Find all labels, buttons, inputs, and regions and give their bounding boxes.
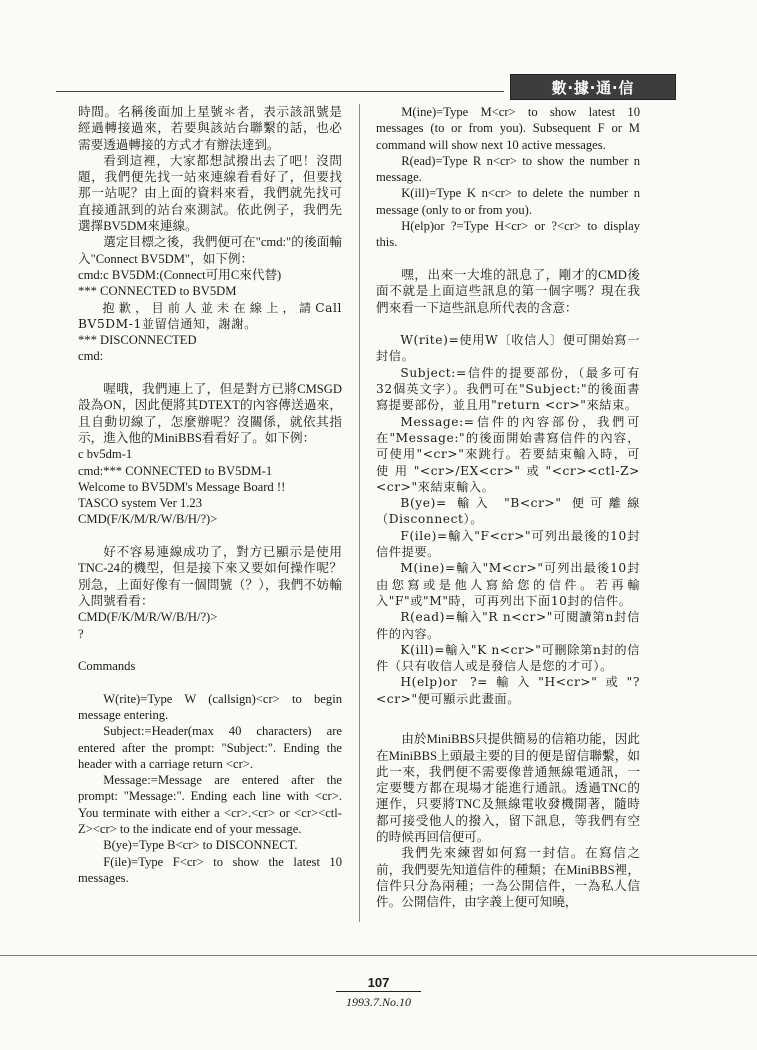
issue-label: 1993.7.No.10: [345, 995, 411, 1009]
command-explanation: W(rite)=使用W〔收信人〕便可開始寫一封信。: [376, 333, 640, 364]
command-description: W(rite)=Type W (callsign)<cr> to begin message entering.: [78, 691, 342, 722]
code-line: CMD(F/K/M/R/W/B/H/?)>: [78, 610, 218, 625]
paragraph: 抱歉，目前人並未在線上，請Call BV5DM-1並留信通知，謝謝。: [78, 300, 342, 331]
command-description: K(ill)=Type K n<cr> to delete the number n message (only to or from you).: [376, 186, 640, 217]
paragraph: 嘿，出來一大堆的訊息了，剛才的CMD後面不就是上面這些訊息的第一個字嗎？現在我們來看一下這些訊息所代表的含意：: [376, 267, 640, 315]
code-line: cmd:: [78, 349, 104, 364]
command-explanation: M(ine)=輸入"M<cr>"可列出最後10封由您寫或是他人寫給您的信件。若再輸入"F"或"M"時，可再列出下面10封的信件。: [376, 561, 640, 608]
command-explanation: R(ead)=輸入"R n<cr>"可閱讀第n封信件的內容。: [376, 610, 640, 641]
section-tag: 數‧據‧通‧信: [510, 74, 676, 100]
command-explanation: K(ill)=輸入"K n<cr>"可刪除第n封的信件（只有收信人或是發信人是您的才可）。: [376, 642, 640, 674]
paragraph: 看到這裡，大家都想試撥出去了吧！沒問題，我們便先找一站來連線看看好了，但要找那一站呢？由上面的資料來看，我們就先找可直接通訊到的站台來測試。依此例子，我們先選擇BV5DM來連線。: [78, 153, 342, 234]
command-explanation: F(ile)=輸入"F<cr>"可列出最後的10封信件提要。: [376, 528, 640, 560]
command-description: R(ead)=Type R n<cr> to show the number n message.: [376, 153, 640, 185]
command-description: Message:=Message are entered after the prompt: "Message:". Ending each line with <cr>. You terminate with either a <cr>.<cr> or <cr><ctl-Z><cr> to the indicate end of your message.: [78, 773, 342, 837]
paragraph: 時間。名稱後面加上星號＊者，表示該訊號是經過轉接過來，若要與該站台聯繫的話，也必需要透過轉接的方式才有辦法達到。: [78, 105, 342, 152]
code-line: cmd:*** CONNECTED to BV5DM-1: [78, 463, 273, 478]
code-line: CMD(F/K/M/R/W/B/H/?)>: [78, 512, 218, 527]
command-description: H(elp)or ?=Type H<cr> or ?<cr> to display this.: [376, 219, 640, 250]
command-explanation: H(elp)or ?=輸入"H<cr>"或"?<cr>"便可顯示此畫面。: [376, 675, 640, 706]
code-line: Welcome to BV5DM's Message Board !!: [78, 479, 286, 494]
paragraph: 我們先來練習如何寫一封信。在寫信之前，我們要先知道信件的種類；在MiniBBS裡，信件只分為兩種；一為公開信件，一為私人信件。公開信件，由字義上便可知曉，: [376, 846, 640, 910]
command-description: B(ye)=Type B<cr> to DISCONNECT.: [103, 838, 298, 853]
command-description: M(ine)=Type M<cr> to show latest 10 messages (to or from you). Subsequent F or M command will show next 10 active messages.: [376, 105, 640, 152]
code-line: Commands: [78, 659, 136, 674]
code-line: *** DISCONNECTED: [78, 333, 197, 348]
code-line: cmd:c BV5DM:(Connect可用C來代替): [78, 267, 282, 282]
column-divider: [359, 104, 360, 922]
code-line: *** CONNECTED to BV5DM: [78, 284, 237, 299]
left-column: [78, 104, 342, 886]
command-description: F(ile)=Type F<cr> to show the latest 10 messages.: [78, 854, 342, 885]
command-explanation: Message:=信件的內容部份，我們可在"Message:"的後面開始書寫信件的內容，可使用"<cr>"來跳行。若要結束輸入時，可使用"<cr>/EX<cr>"或"<cr><ctl-Z><cr>"來結束輸入。: [376, 414, 640, 494]
footer-rule: [0, 955, 757, 956]
code-line: c bv5dm-1: [78, 447, 133, 462]
header-rule: [56, 91, 504, 92]
paragraph: 好不容易連線成功了，對方已顯示是使用TNC-24的機型，但是接下來又要如何操作呢？別急，上面好像有一個問號（？），我們不妨輸入問號看看：: [78, 545, 342, 608]
command-explanation: Subject:=信件的提要部份，（最多可有32個英文字）。我們可在"Subject:"的後面書寫提要部份，並且用"return <cr>"來結束。: [376, 365, 640, 413]
code-line: ?: [78, 626, 84, 641]
page-number-underline: [336, 991, 421, 992]
paragraph: 由於MiniBBS只提供簡易的信箱功能，因此在MiniBBS上頭最主要的目的便是留信聯繫，如此一來，我們便不需要像普通無線電通訊，一定要雙方都在現場才能進行通訊。透過TNC的運作，只要將TNC及無線電收發機開著，隨時都可接受他人的撥入，留下訊息，等我們有空的時候再回信便可。: [376, 732, 640, 845]
code-line: TASCO system Ver 1.23: [78, 496, 202, 511]
command-explanation: B(ye)= 輸入 "B<cr>" 便可離線（Disconnect）。: [376, 496, 640, 527]
paragraph: 選定目標之後，我們便可在"cmd:"的後面輸入"Connect BV5DM"，如下例：: [78, 235, 342, 266]
page-number: 107: [367, 975, 390, 990]
command-description: Subject:=Header(max 40 characters) are entered after the prompt: "Subject:". Ending the header with a carriage return <cr>.: [78, 724, 342, 771]
right-column: [376, 104, 640, 911]
paragraph: 喔哦，我們連上了，但是對方已將CMSGD設為ON，因此便將其DTEXT的內容傳送過來，且自動切線了，怎麼辦呢？沒關係，就依其指示，進入他的MiniBBS看看好了。如下例：: [78, 382, 342, 445]
